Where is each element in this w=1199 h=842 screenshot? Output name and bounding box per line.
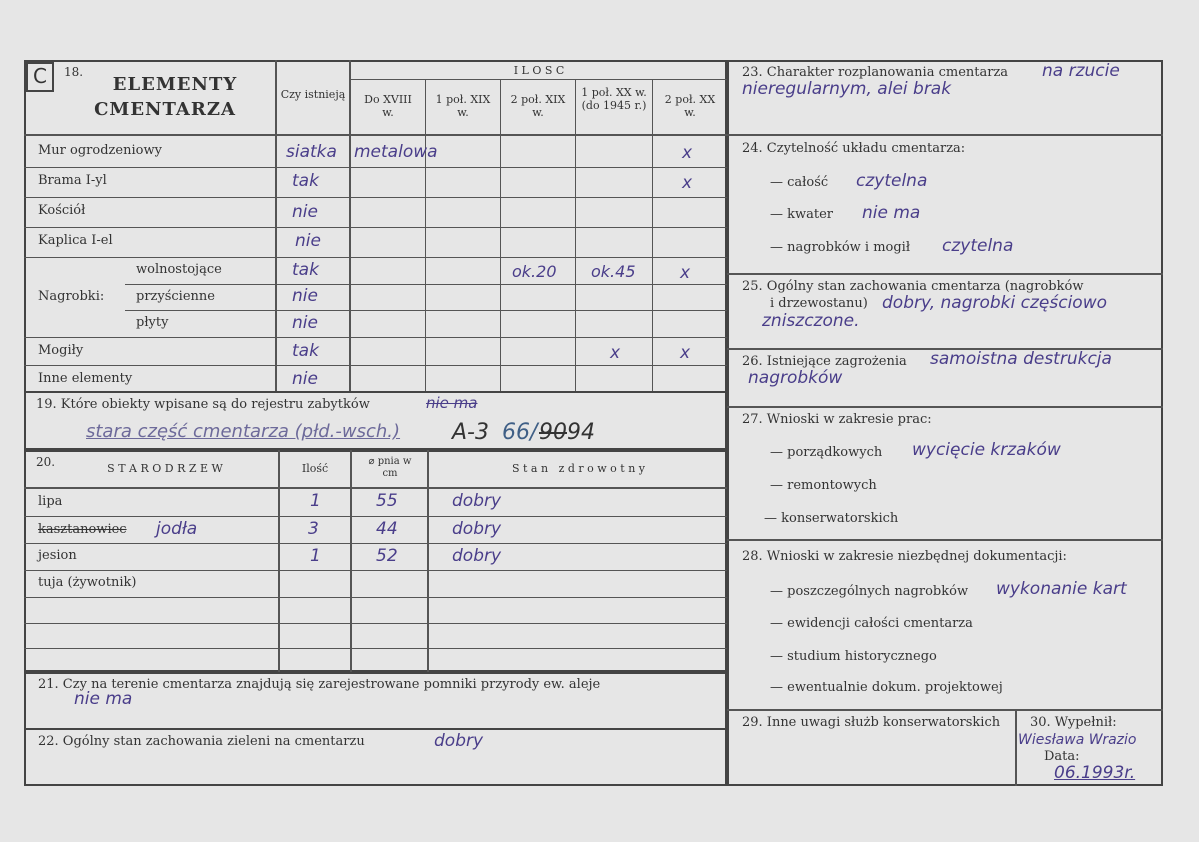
brama-exists: tak	[292, 171, 319, 191]
wolnostojace-exists: tak	[292, 260, 319, 280]
q21-text: 21. Czy na terenie cmentarza znajdują się zarejestrowane pomniki przyrody ew. aleje	[38, 677, 601, 692]
q20-col-ilosc: Ilość	[301, 462, 329, 475]
tree-extra-2: jodła	[156, 519, 198, 539]
row-label-wolnostojace: wolnostojące	[136, 262, 222, 277]
tree-state-2: dobry	[452, 519, 502, 539]
nagrobki-label: Nagrobki:	[38, 289, 105, 304]
q25-answer-1: dobry, nagrobki częściowo	[882, 293, 1108, 313]
row-label-przyscienne: przyścienne	[136, 289, 215, 304]
period-col-1: Do XVIII w.	[364, 93, 412, 120]
q27-text: 27. Wnioski w zakresie prac:	[742, 412, 932, 427]
q25-text-1: 25. Ogólny stan zachowania cmentarza (nagrobków	[742, 279, 1084, 294]
q19-note: stara część cmentarza (płd.-wsch.)	[86, 421, 401, 442]
q22-text: 22. Ogólny stan zachowania zieleni na cmentarzu	[38, 734, 365, 749]
q27-item-2: — remontowych	[770, 478, 877, 493]
ilosc-header: I L O S C	[513, 64, 565, 77]
q19-text: 19. Które obiekty wpisane są do rejestru zabytków	[36, 397, 370, 412]
q26-answer-1: samoistna destrukcja	[930, 349, 1112, 369]
inne-exists: nie	[292, 369, 318, 389]
tree-name-3: jesion	[38, 548, 77, 563]
q24-answer-3: czytelna	[942, 236, 1014, 256]
tree-state-1: dobry	[452, 491, 502, 511]
q28-item-3: — studium historycznego	[770, 649, 937, 664]
kosciol-exists: nie	[292, 202, 318, 222]
q19-number-c: 90	[539, 420, 567, 445]
row-label-brama: Brama I-yl	[38, 173, 107, 188]
q30-data-label: Data:	[1044, 749, 1080, 764]
przyscienne-exists: nie	[292, 286, 318, 306]
mur-period-5: x	[682, 143, 693, 163]
mur-period-1: metalowa	[354, 142, 438, 162]
q24-item-1: — całość	[770, 175, 829, 190]
tree-name-2: kasztanowiec	[38, 522, 127, 537]
q24-text: 24. Czytelność układu cmentarza:	[742, 141, 966, 156]
row-label-inne: Inne elementy	[38, 371, 133, 386]
q25-text-2: i drzewostanu)	[770, 296, 868, 311]
tree-count-2: 3	[308, 519, 319, 539]
q28-answer-1: wykonanie kart	[996, 579, 1127, 599]
q26-text: 26. Istniejące zagrożenia	[742, 354, 907, 369]
q19-number-b: 66/	[502, 420, 538, 445]
section-18-title-1: ELEMENTY	[112, 74, 238, 95]
q30-name: Wiesława Wrazio	[1018, 732, 1137, 748]
q28-text: 28. Wnioski w zakresie niezbędnej dokumentacji:	[742, 549, 1067, 564]
tree-name-1: lipa	[38, 494, 63, 509]
q30-date: 06.1993r.	[1054, 763, 1136, 783]
q28-item-4: — ewentualnie dokum. projektowej	[770, 680, 1003, 695]
q20-title: S T A R O D R Z E W	[107, 462, 223, 475]
wolnostojace-period-3: ok.20	[512, 262, 557, 281]
tree-diam-3: 52	[376, 546, 398, 566]
period-col-2: 1 poł. XIX w.	[435, 93, 491, 120]
q20-number: 20.	[36, 455, 56, 469]
q27-answer-1: wycięcie krzaków	[912, 440, 1061, 460]
wolnostojace-period-4: ok.45	[591, 262, 636, 281]
tree-diam-1: 55	[376, 491, 398, 511]
q29-text: 29. Inne uwagi służb konserwatorskich	[742, 715, 1001, 730]
q23-answer-2: nieregularnym, alei brak	[742, 79, 952, 99]
q25-answer-2: zniszczone.	[762, 311, 860, 331]
q30-text: 30. Wypełnił:	[1030, 715, 1117, 730]
q22-answer: dobry	[434, 731, 484, 751]
q26-answer-2: nagrobków	[748, 368, 843, 388]
q20-col-pnia: ⌀ pnia w cm	[368, 456, 412, 479]
corner-letter: C	[33, 64, 47, 88]
mogily-period-4: x	[610, 343, 621, 363]
kaplica-exists: nie	[295, 231, 321, 251]
q27-item-1: — porządkowych	[770, 445, 883, 460]
q24-item-3: — nagrobków i mogił	[770, 240, 911, 255]
row-label-mogily: Mogiły	[38, 343, 84, 358]
row-label-kaplica: Kaplica I-el	[38, 233, 113, 248]
period-col-5: 2 poł. XX w.	[664, 93, 716, 120]
q21-answer: nie ma	[74, 689, 133, 709]
plyty-exists: nie	[292, 313, 318, 333]
q28-item-1: — poszczególnych nagrobków	[770, 584, 969, 599]
tree-name-4: tuja (żywotnik)	[38, 575, 137, 590]
row-label-mur: Mur ogrodzeniowy	[38, 143, 162, 158]
q20-col-stan: S t a n z d r o w o t n y	[511, 462, 646, 475]
q23-answer-1: na rzucie	[1042, 61, 1120, 81]
q28-item-2: — ewidencji całości cmentarza	[770, 616, 973, 631]
period-col-4: 1 poł. XX w. (do 1945 r.)	[581, 86, 647, 113]
tree-diam-2: 44	[376, 519, 398, 539]
tree-state-3: dobry	[452, 546, 502, 566]
period-col-3: 2 poł. XIX w.	[510, 93, 566, 120]
tree-count-3: 1	[310, 546, 321, 566]
row-label-plyty: płyty	[136, 315, 169, 330]
section-18-title-2: CMENTARZA	[94, 99, 236, 120]
mogily-period-5: x	[680, 343, 691, 363]
row-label-kosciol: Kościół	[38, 203, 86, 218]
q24-item-2: — kwater	[770, 207, 834, 222]
section-18-number: 18.	[64, 65, 84, 79]
q24-answer-2: nie ma	[862, 203, 921, 223]
wolnostojace-period-5: x	[680, 263, 691, 283]
mogily-exists: tak	[292, 341, 319, 361]
brama-period-5: x	[682, 173, 693, 193]
mur-exists: siatka	[286, 142, 337, 162]
q19-number-a: A-3	[452, 420, 489, 445]
q27-item-3: — konserwatorskich	[764, 511, 899, 526]
tree-count-1: 1	[310, 491, 321, 511]
q24-answer-1: czytelna	[856, 171, 928, 191]
q19-number-d: 94	[567, 420, 595, 445]
q23-text: 23. Charakter rozplanowania cmentarza	[742, 65, 1009, 80]
col-exists-header: Czy istnieją	[280, 88, 346, 101]
q19-answer: nie ma	[426, 394, 478, 412]
